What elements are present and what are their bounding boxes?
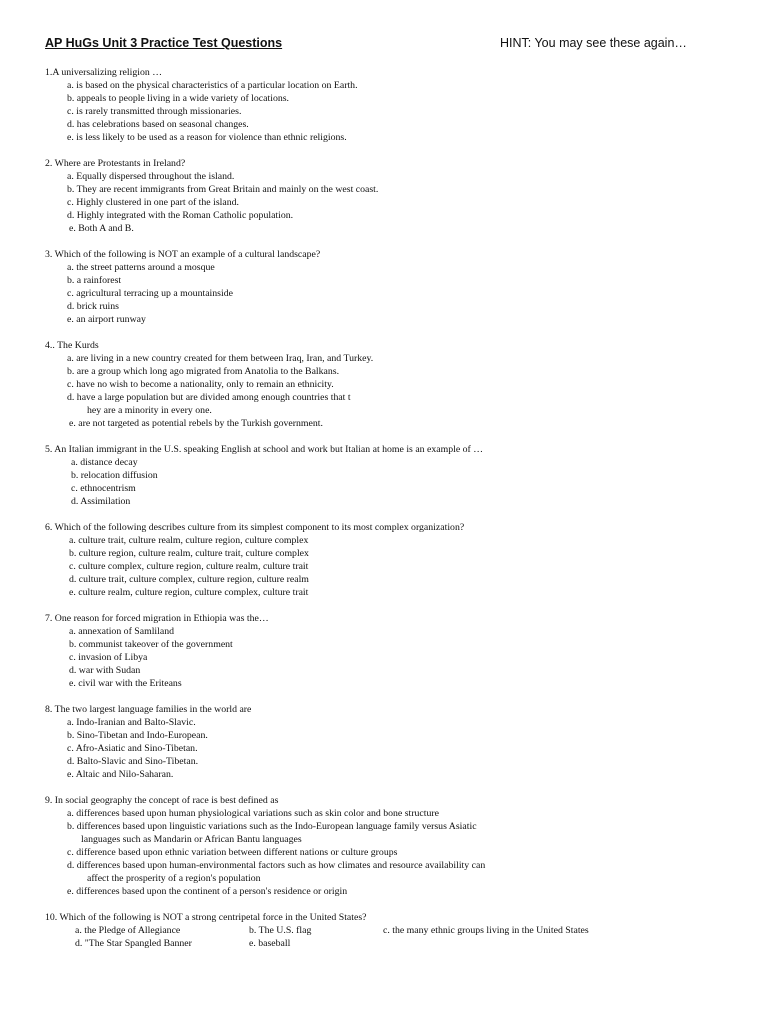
- question-9: [45, 794, 735, 898]
- question-3: [45, 248, 735, 326]
- answer-option: b. The U.S. flag: [249, 925, 312, 936]
- answer-option: a. annexation of Samliland: [69, 626, 175, 637]
- answer-option: b. culture region, culture realm, culture trait, culture complex: [69, 548, 309, 559]
- answer-option: e. baseball: [249, 938, 291, 949]
- answer-option: c. have no wish to become a nationality, only to remain an ethnicity.: [67, 379, 334, 390]
- answer-option: d. culture trait, culture complex, culture region, culture realm: [69, 574, 309, 585]
- answer-option: b. are a group which long ago migrated from Anatolia to the Balkans.: [67, 366, 340, 377]
- answer-option: b. communist takeover of the government: [69, 639, 233, 650]
- answer-option: c. is rarely transmitted through missionaries.: [67, 106, 242, 117]
- question-5: [45, 443, 735, 508]
- answer-option: c. difference based upon ethnic variation between different nations or culture groups: [67, 847, 398, 858]
- question-stem: 5. An Italian immigrant in the U.S. speaking English at school and work but Italian at home is an example of …: [45, 444, 484, 455]
- answer-option: c. Afro-Asiatic and Sino-Tibetan.: [67, 743, 198, 754]
- hint-text: HINT: You may see these again…: [500, 36, 687, 50]
- question-stem: 3. Which of the following is NOT an example of a cultural landscape?: [45, 249, 321, 260]
- question-stem: 9. In social geography the concept of race is best defined as: [45, 795, 279, 806]
- question-stem: 2. Where are Protestants in Ireland?: [45, 158, 186, 169]
- answer-option: d. Highly integrated with the Roman Catholic population.: [67, 210, 294, 221]
- answer-option: e. differences based upon the continent of a person's residence or origin: [67, 886, 348, 897]
- answer-option: d. have a large population but are divided among enough countries that t: [67, 392, 351, 403]
- page-title: AP HuGs Unit 3 Practice Test Questions: [45, 36, 283, 50]
- answer-option: d. differences based upon human-environmental factors such as how climates and resource availability can: [67, 860, 486, 871]
- question-list: [45, 66, 735, 963]
- question-stem: 10. Which of the following is NOT a strong centripetal force in the United States?: [45, 912, 367, 923]
- answer-option-continued: affect the prosperity of a region's population: [87, 873, 261, 884]
- question-8: [45, 703, 735, 781]
- answer-option: b. appeals to people living in a wide variety of locations.: [67, 93, 290, 104]
- question-4: [45, 339, 735, 430]
- answer-option-continued: hey are a minority in every one.: [87, 405, 212, 416]
- answer-row: [45, 937, 735, 950]
- answer-option: d. brick ruins: [67, 301, 119, 312]
- question-7: [45, 612, 735, 690]
- answer-option: b. Sino-Tibetan and Indo-European.: [67, 730, 208, 741]
- question-stem: 7. One reason for forced migration in Ethiopia was the…: [45, 613, 269, 624]
- answer-option: b. differences based upon linguistic variations such as the Indo-European language family versus Asiatic: [67, 821, 477, 832]
- answer-option: d. war with Sudan: [69, 665, 141, 676]
- answer-option: a. distance decay: [71, 457, 138, 468]
- answer-option: c. ethnocentrism: [71, 483, 136, 494]
- question-stem: 8. The two largest language families in the world are: [45, 704, 252, 715]
- answer-option: d. "The Star Spangled Banner: [75, 938, 192, 949]
- answer-option: a. Indo-Iranian and Balto-Slavic.: [67, 717, 196, 728]
- answer-option: e. is less likely to be used as a reason for violence than ethnic religions.: [67, 132, 347, 143]
- answer-option: a. is based on the physical characteristics of a particular location on Earth.: [67, 80, 358, 91]
- answer-option: b. a rainforest: [67, 275, 122, 286]
- answer-option: e. Altaic and Nilo-Saharan.: [67, 769, 174, 780]
- answer-option-continued: languages such as Mandarin or African Bantu languages: [81, 834, 302, 845]
- question-stem: 1.A universalizing religion …: [45, 67, 162, 78]
- answer-option: a. the Pledge of Allegiance: [75, 925, 181, 936]
- answer-option: d. Balto-Slavic and Sino-Tibetan.: [67, 756, 199, 767]
- answer-option: e. culture realm, culture region, culture complex, culture trait: [69, 587, 309, 598]
- question-10: [45, 911, 735, 950]
- question-stem: 6. Which of the following describes culture from its simplest component to its most complex organization?: [45, 522, 465, 533]
- question-stem: 4.. The Kurds: [45, 340, 99, 351]
- question-2: [45, 157, 735, 235]
- answer-option: a. culture trait, culture realm, culture region, culture complex: [69, 535, 309, 546]
- answer-option: b. relocation diffusion: [71, 470, 158, 481]
- answer-option: a. the street patterns around a mosque: [67, 262, 215, 273]
- answer-option: c. Highly clustered in one part of the island.: [67, 197, 239, 208]
- answer-option: a. are living in a new country created for them between Iraq, Iran, and Turkey.: [67, 353, 374, 364]
- answer-option: d. has celebrations based on seasonal changes.: [67, 119, 249, 130]
- question-6: [45, 521, 735, 599]
- answer-option: a. differences based upon human physiological variations such as skin color and bone structure: [67, 808, 439, 819]
- answer-option: d. Assimilation: [71, 496, 131, 507]
- answer-option: b. They are recent immigrants from Great Britain and mainly on the west coast.: [67, 184, 379, 195]
- answer-option: c. invasion of Libya: [69, 652, 148, 663]
- answer-option: e. are not targeted as potential rebels by the Turkish government.: [69, 418, 323, 429]
- answer-option: c. agricultural terracing up a mountainside: [67, 288, 233, 299]
- answer-option: c. the many ethnic groups living in the United States: [383, 925, 589, 936]
- question-1: [45, 66, 735, 144]
- answer-option: e. Both A and B.: [69, 223, 134, 234]
- page-header: [45, 36, 723, 54]
- answer-option: e. civil war with the Eriteans: [69, 678, 182, 689]
- answer-option: c. culture complex, culture region, culture realm, culture trait: [69, 561, 309, 572]
- answer-row: [45, 924, 735, 937]
- answer-option: e. an airport runway: [67, 314, 146, 325]
- answer-option: a. Equally dispersed throughout the island.: [67, 171, 235, 182]
